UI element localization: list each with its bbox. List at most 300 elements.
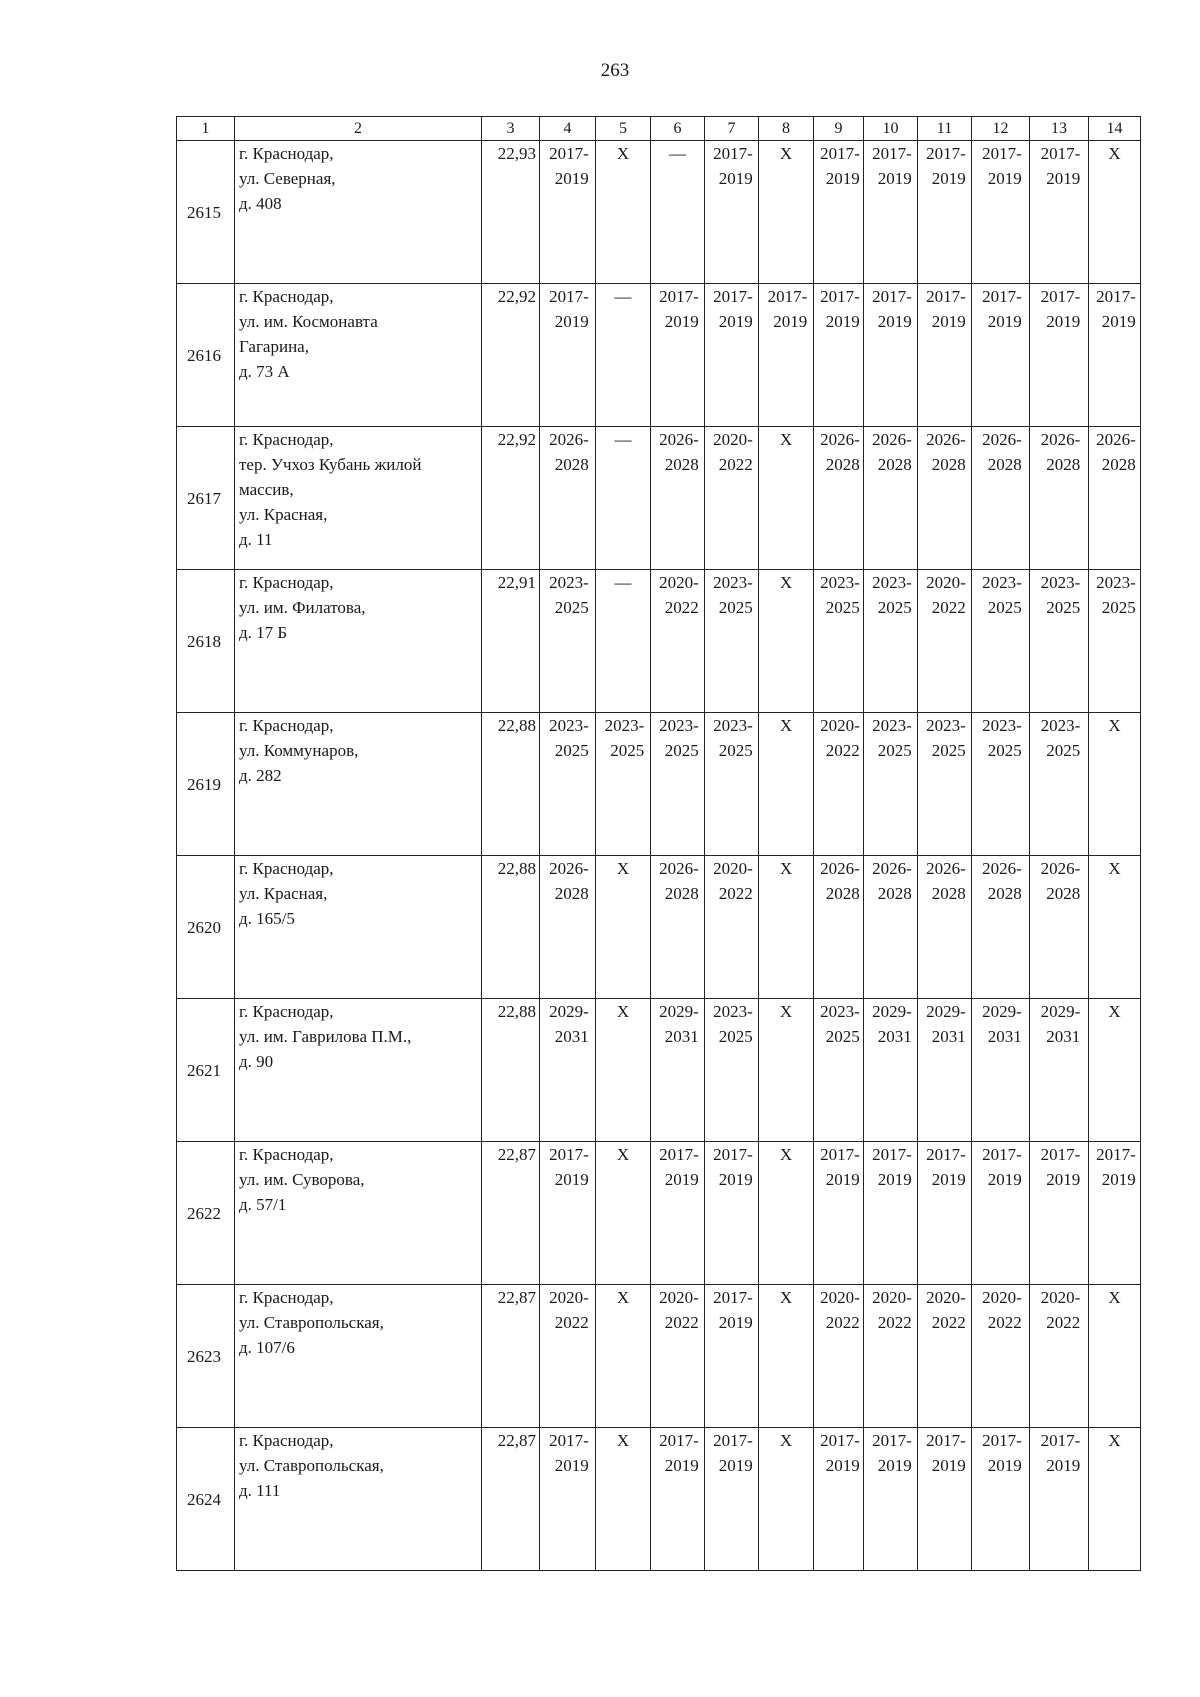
period-cell xyxy=(651,141,705,284)
period-text: 2017-2019 xyxy=(713,144,753,188)
value-cell: 22,87 xyxy=(482,1285,540,1428)
period-text: X xyxy=(779,859,793,878)
row-number: 2623 xyxy=(177,1285,235,1428)
period-text: 2023-2025 xyxy=(820,573,860,617)
period-text: 2017-2019 xyxy=(549,144,589,188)
period-text: 2020-2022 xyxy=(926,1288,966,1332)
period-text: 2017-2019 xyxy=(926,1431,966,1475)
period-cell xyxy=(540,1428,596,1571)
period-cell xyxy=(651,1285,705,1428)
table-row xyxy=(177,999,1141,1142)
value-cell: 22,92 xyxy=(482,284,540,427)
row-number: 2618 xyxy=(177,570,235,713)
period-text: 2029-2031 xyxy=(982,1002,1022,1046)
period-text: 2017-2019 xyxy=(982,1145,1022,1189)
column-number: 8 xyxy=(759,117,814,141)
period-cell xyxy=(540,1285,596,1428)
period-text: X xyxy=(1108,859,1121,878)
address-cell xyxy=(235,856,482,999)
period-cell xyxy=(705,999,759,1142)
period-cell xyxy=(1030,570,1089,713)
period-cell xyxy=(864,284,918,427)
address-line: ул. им. Космонавта xyxy=(239,312,378,331)
period-text: X xyxy=(616,1145,630,1164)
row-number: 2615 xyxy=(177,141,235,284)
period-cell xyxy=(814,1142,864,1285)
period-text: 2023-2025 xyxy=(713,573,753,617)
period-cell xyxy=(972,1428,1030,1571)
period-cell xyxy=(759,1428,814,1571)
period-cell xyxy=(759,999,814,1142)
period-text: X xyxy=(616,859,630,878)
period-cell xyxy=(814,999,864,1142)
period-cell xyxy=(918,284,972,427)
period-cell xyxy=(1030,1142,1089,1285)
period-text: 2023-2025 xyxy=(1096,573,1136,617)
period-text: 2017-2019 xyxy=(982,144,1022,188)
value-cell: 22,91 xyxy=(482,570,540,713)
period-text: 2017-2019 xyxy=(982,287,1022,331)
address-cell xyxy=(235,570,482,713)
address-line: ул. Ставропольская, xyxy=(239,1313,384,1332)
address-line: д. 11 xyxy=(239,530,273,549)
period-text: X xyxy=(616,144,630,163)
table-row xyxy=(177,141,1141,284)
address-line: ул. Красная, xyxy=(239,884,328,903)
column-number-row xyxy=(177,117,1141,141)
row-number: 2619 xyxy=(177,713,235,856)
address-line: д. 57/1 xyxy=(239,1195,287,1214)
period-cell xyxy=(972,713,1030,856)
column-number: 2 xyxy=(235,117,482,141)
address-line: ул. Северная, xyxy=(239,169,336,188)
period-text: X xyxy=(1108,716,1121,735)
period-text: 2029-2031 xyxy=(926,1002,966,1046)
period-cell xyxy=(705,427,759,570)
period-text: X xyxy=(1108,1431,1121,1450)
period-text: 2017-2019 xyxy=(767,287,808,331)
period-cell xyxy=(814,570,864,713)
period-text: 2017-2019 xyxy=(549,1145,589,1189)
value-cell: 22,88 xyxy=(482,999,540,1142)
period-text: X xyxy=(616,1002,630,1021)
period-cell xyxy=(759,1285,814,1428)
address-line: ул. им. Суворова, xyxy=(239,1170,365,1189)
address-cell xyxy=(235,141,482,284)
row-number: 2622 xyxy=(177,1142,235,1285)
period-text: 2017-2019 xyxy=(982,1431,1022,1475)
period-cell xyxy=(864,999,918,1142)
period-cell xyxy=(651,427,705,570)
period-text: 2017-2019 xyxy=(713,1288,753,1332)
period-text: 2017-2019 xyxy=(549,1431,589,1475)
address-cell xyxy=(235,1428,482,1571)
period-text: 2026-2028 xyxy=(872,859,912,903)
period-text: 2017-2019 xyxy=(659,1431,699,1475)
period-text: 2026-2028 xyxy=(1040,859,1081,903)
address-line: г. Краснодар, xyxy=(239,144,334,163)
address-cell xyxy=(235,1285,482,1428)
period-text: 2023-2025 xyxy=(872,573,912,617)
value-cell: 22,92 xyxy=(482,427,540,570)
period-cell xyxy=(918,1285,972,1428)
period-cell xyxy=(651,856,705,999)
period-text: 2017-2019 xyxy=(926,1145,966,1189)
address-line: ул. Красная, xyxy=(239,505,328,524)
period-text: 2026-2028 xyxy=(549,859,589,903)
address-cell xyxy=(235,427,482,570)
period-text: 2017-2019 xyxy=(820,1145,860,1189)
period-text: — xyxy=(669,144,686,163)
period-cell xyxy=(814,856,864,999)
address-line: Гагарина, xyxy=(239,337,309,356)
period-cell xyxy=(596,1142,651,1285)
period-cell xyxy=(1030,856,1089,999)
period-text: 2017-2019 xyxy=(713,1431,753,1475)
period-text: 2020-2022 xyxy=(659,573,699,617)
period-text: 2017-2019 xyxy=(872,1145,912,1189)
period-text: 2020-2022 xyxy=(713,859,753,903)
period-cell xyxy=(918,713,972,856)
period-cell xyxy=(705,1428,759,1571)
period-text: 2020-2022 xyxy=(820,1288,860,1332)
table-row xyxy=(177,427,1141,570)
period-text: 2029-2031 xyxy=(549,1002,589,1046)
table-row xyxy=(177,1142,1141,1285)
address-line: д. 165/5 xyxy=(239,909,295,928)
period-cell xyxy=(972,1285,1030,1428)
period-cell xyxy=(596,713,651,856)
period-cell xyxy=(759,284,814,427)
address-line: г. Краснодар, xyxy=(239,287,334,306)
column-number: 3 xyxy=(482,117,540,141)
period-text: 2023-2025 xyxy=(926,716,966,760)
period-text: 2026-2028 xyxy=(982,859,1022,903)
table-row xyxy=(177,856,1141,999)
period-text: 2026-2028 xyxy=(926,859,966,903)
period-text: 2020-2022 xyxy=(1040,1288,1081,1332)
value-cell: 22,88 xyxy=(482,856,540,999)
period-cell xyxy=(918,1428,972,1571)
address-line: д. 111 xyxy=(239,1481,281,1500)
period-cell xyxy=(1089,141,1141,284)
period-cell xyxy=(864,713,918,856)
table-row xyxy=(177,1285,1141,1428)
period-cell xyxy=(1089,1428,1141,1571)
period-cell xyxy=(1089,284,1141,427)
period-text: 2023-2025 xyxy=(604,716,645,760)
period-text: X xyxy=(616,1288,630,1307)
period-text: 2017-2019 xyxy=(820,144,860,188)
period-cell xyxy=(651,1142,705,1285)
column-number: 9 xyxy=(814,117,864,141)
period-text: 2017-2019 xyxy=(659,287,699,331)
period-text: 2017-2019 xyxy=(1040,1431,1081,1475)
period-cell xyxy=(814,427,864,570)
period-cell xyxy=(596,427,651,570)
period-text: 2017-2019 xyxy=(926,144,966,188)
column-number: 5 xyxy=(596,117,651,141)
period-cell xyxy=(864,1428,918,1571)
period-text: 2029-2031 xyxy=(872,1002,912,1046)
address-cell xyxy=(235,1142,482,1285)
table-row xyxy=(177,284,1141,427)
period-cell xyxy=(540,427,596,570)
period-cell xyxy=(705,141,759,284)
address-line: г. Краснодар, xyxy=(239,1145,334,1164)
period-text: 2023-2025 xyxy=(982,573,1022,617)
period-cell xyxy=(1089,1142,1141,1285)
period-cell xyxy=(759,570,814,713)
period-cell xyxy=(540,284,596,427)
period-cell xyxy=(972,427,1030,570)
period-cell xyxy=(651,713,705,856)
row-number: 2621 xyxy=(177,999,235,1142)
period-cell xyxy=(1089,427,1141,570)
address-line: ул. им. Филатова, xyxy=(239,598,366,617)
column-number: 4 xyxy=(540,117,596,141)
period-cell xyxy=(864,570,918,713)
address-cell xyxy=(235,713,482,856)
period-cell xyxy=(918,427,972,570)
period-cell xyxy=(540,856,596,999)
period-cell xyxy=(972,999,1030,1142)
period-text: 2020-2022 xyxy=(926,573,966,617)
period-text: 2023-2025 xyxy=(549,716,589,760)
period-text: 2023-2025 xyxy=(1040,573,1081,617)
period-text: 2026-2028 xyxy=(820,859,860,903)
period-text: 2026-2028 xyxy=(926,430,966,474)
period-text: 2017-2019 xyxy=(820,1431,860,1475)
period-text: X xyxy=(779,144,793,163)
period-cell xyxy=(759,856,814,999)
column-number: 7 xyxy=(705,117,759,141)
period-text: 2026-2028 xyxy=(1096,430,1136,474)
period-cell xyxy=(540,1142,596,1285)
period-cell xyxy=(918,570,972,713)
period-cell xyxy=(596,141,651,284)
period-cell xyxy=(864,1285,918,1428)
period-text: 2017-2019 xyxy=(872,1431,912,1475)
period-text: — xyxy=(614,573,632,592)
period-text: 2023-2025 xyxy=(982,716,1022,760)
period-cell xyxy=(814,1285,864,1428)
period-text: 2017-2019 xyxy=(872,287,912,331)
period-cell xyxy=(651,1428,705,1571)
period-cell xyxy=(540,713,596,856)
period-cell xyxy=(596,284,651,427)
period-text: 2023-2025 xyxy=(713,716,753,760)
period-text: X xyxy=(1108,144,1121,163)
period-text: 2017-2019 xyxy=(1040,144,1081,188)
period-text: 2020-2022 xyxy=(659,1288,699,1332)
period-cell xyxy=(1089,856,1141,999)
period-text: 2020-2022 xyxy=(982,1288,1022,1332)
period-text: 2020-2022 xyxy=(820,716,860,760)
period-cell xyxy=(596,1285,651,1428)
row-number: 2620 xyxy=(177,856,235,999)
period-text: — xyxy=(614,430,632,449)
period-cell xyxy=(1030,713,1089,856)
period-cell xyxy=(540,999,596,1142)
period-text: 2017-2019 xyxy=(820,287,860,331)
address-line: д. 408 xyxy=(239,194,282,213)
value-cell: 22,88 xyxy=(482,713,540,856)
period-text: X xyxy=(1108,1288,1121,1307)
period-cell xyxy=(918,999,972,1142)
period-cell xyxy=(596,1428,651,1571)
address-line: ул. Коммунаров, xyxy=(239,741,359,760)
period-cell xyxy=(1089,570,1141,713)
period-cell xyxy=(705,1142,759,1285)
period-text: 2017-2019 xyxy=(872,144,912,188)
period-cell xyxy=(1089,1285,1141,1428)
period-text: 2026-2028 xyxy=(872,430,912,474)
period-text: X xyxy=(779,1431,793,1450)
row-number: 2617 xyxy=(177,427,235,570)
period-cell xyxy=(705,713,759,856)
address-line: г. Краснодар, xyxy=(239,716,334,735)
address-cell xyxy=(235,999,482,1142)
value-cell: 22,87 xyxy=(482,1428,540,1571)
period-cell xyxy=(705,284,759,427)
table-row xyxy=(177,570,1141,713)
period-cell xyxy=(705,570,759,713)
address-line: д. 282 xyxy=(239,766,282,785)
period-text: 2026-2028 xyxy=(659,859,699,903)
period-text: 2023-2025 xyxy=(820,1002,860,1046)
address-cell xyxy=(235,284,482,427)
period-cell xyxy=(1089,713,1141,856)
period-cell xyxy=(540,141,596,284)
value-cell: 22,93 xyxy=(482,141,540,284)
period-text: 2020-2022 xyxy=(872,1288,912,1332)
period-cell xyxy=(864,427,918,570)
address-line: г. Краснодар, xyxy=(239,859,334,878)
period-cell xyxy=(1030,999,1089,1142)
period-cell xyxy=(759,713,814,856)
period-cell xyxy=(1030,284,1089,427)
period-cell xyxy=(814,141,864,284)
column-number: 14 xyxy=(1089,117,1141,141)
address-line: ул. Ставропольская, xyxy=(239,1456,384,1475)
period-text: 2026-2028 xyxy=(1040,430,1081,474)
period-text: 2017-2019 xyxy=(659,1145,699,1189)
period-cell xyxy=(596,570,651,713)
column-number: 6 xyxy=(651,117,705,141)
period-cell xyxy=(1030,141,1089,284)
row-number: 2616 xyxy=(177,284,235,427)
period-text: 2017-2019 xyxy=(713,1145,753,1189)
period-cell xyxy=(596,999,651,1142)
period-cell xyxy=(651,999,705,1142)
column-number: 12 xyxy=(972,117,1030,141)
value-cell: 22,87 xyxy=(482,1142,540,1285)
address-line: д. 17 Б xyxy=(239,623,288,642)
address-line: д. 73 А xyxy=(239,362,290,381)
period-cell xyxy=(918,856,972,999)
period-text: X xyxy=(779,1145,793,1164)
period-text: X xyxy=(779,1288,793,1307)
period-cell xyxy=(972,284,1030,427)
period-cell xyxy=(918,1142,972,1285)
period-cell xyxy=(1030,1428,1089,1571)
period-text: X xyxy=(779,573,793,592)
period-cell xyxy=(540,570,596,713)
period-cell xyxy=(596,856,651,999)
period-text: 2029-2031 xyxy=(1040,1002,1081,1046)
table-row xyxy=(177,713,1141,856)
register-table xyxy=(176,116,1141,1571)
address-line: г. Краснодар, xyxy=(239,1431,334,1450)
period-text: X xyxy=(616,1431,630,1450)
period-cell xyxy=(705,856,759,999)
column-number: 1 xyxy=(177,117,235,141)
table-body xyxy=(177,117,1141,1571)
period-cell xyxy=(918,141,972,284)
address-line: г. Краснодар, xyxy=(239,1002,334,1021)
address-line: массив, xyxy=(239,480,294,499)
column-number: 13 xyxy=(1030,117,1089,141)
period-cell xyxy=(1030,1285,1089,1428)
address-line: д. 90 xyxy=(239,1052,274,1071)
period-cell xyxy=(864,141,918,284)
period-text: X xyxy=(779,1002,793,1021)
period-cell xyxy=(972,141,1030,284)
period-cell xyxy=(814,713,864,856)
period-text: 2026-2028 xyxy=(820,430,860,474)
row-number: 2624 xyxy=(177,1428,235,1571)
address-line: г. Краснодар, xyxy=(239,573,334,592)
period-cell xyxy=(972,570,1030,713)
period-text: 2023-2025 xyxy=(713,1002,753,1046)
period-text: 2017-2019 xyxy=(1040,287,1081,331)
period-cell xyxy=(651,570,705,713)
period-text: X xyxy=(779,430,793,449)
address-line: тер. Учхоз Кубань жилой xyxy=(239,455,422,474)
period-cell xyxy=(972,856,1030,999)
column-number: 11 xyxy=(918,117,972,141)
period-cell xyxy=(814,1428,864,1571)
period-text: 2023-2025 xyxy=(659,716,699,760)
period-text: 2020-2022 xyxy=(549,1288,589,1332)
period-text: 2026-2028 xyxy=(659,430,699,474)
column-number: 10 xyxy=(864,117,918,141)
address-line: г. Краснодар, xyxy=(239,430,334,449)
period-text: X xyxy=(779,716,793,735)
period-text: 2023-2025 xyxy=(872,716,912,760)
address-line: д. 107/6 xyxy=(239,1338,295,1357)
period-cell xyxy=(759,427,814,570)
period-cell xyxy=(1089,999,1141,1142)
period-text: 2017-2019 xyxy=(926,287,966,331)
period-cell xyxy=(972,1142,1030,1285)
period-cell xyxy=(759,141,814,284)
period-cell xyxy=(864,1142,918,1285)
period-text: 2026-2028 xyxy=(982,430,1022,474)
period-text: 2017-2019 xyxy=(1096,1145,1136,1189)
period-text: 2017-2019 xyxy=(549,287,589,331)
page-number: 263 xyxy=(600,60,630,81)
period-text: 2023-2025 xyxy=(1040,716,1081,760)
period-cell xyxy=(705,1285,759,1428)
period-text: 2029-2031 xyxy=(659,1002,699,1046)
address-line: г. Краснодар, xyxy=(239,1288,334,1307)
period-text: X xyxy=(1108,1002,1121,1021)
period-cell xyxy=(759,1142,814,1285)
period-text: 2020-2022 xyxy=(713,430,753,474)
period-text: 2017-2019 xyxy=(713,287,753,331)
